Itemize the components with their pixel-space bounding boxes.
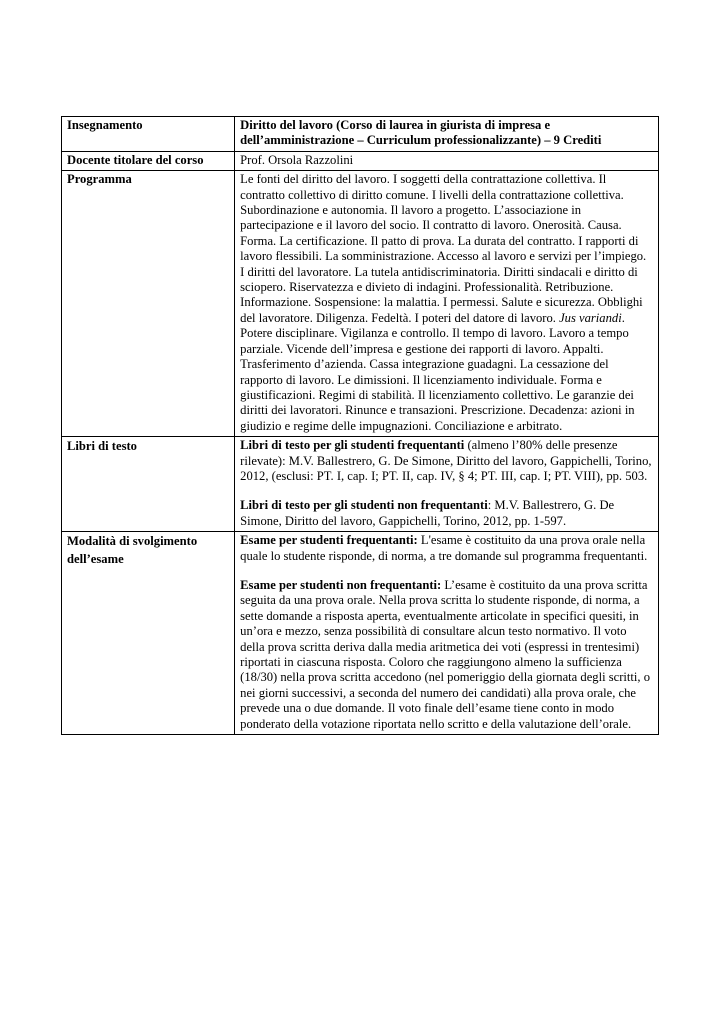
esame-non-frequentanti-heading: Esame per studenti non frequentanti: [240,577,442,592]
libri-non-frequentanti [240,498,653,529]
libri-frequentanti [240,438,653,484]
paragraph-gap [240,484,653,498]
course-title: Diritto del lavoro (Corso di laurea in giurista di impresa e dell’amministrazione – Curriculum professionalizzante) – 9 Crediti [235,117,659,152]
programma-text [235,171,659,437]
esame-frequentanti-text: L'esame è costituito da una prova orale nella quale lo studente risponde, di norma, a tre domande sul programma frequentanti. [240,533,648,563]
libri-text [235,437,659,532]
libri-frequentanti-heading: Libri di testo per gli studenti frequentanti [240,438,465,453]
programma-italic: Jus variandi [559,310,622,325]
esame-frequentanti [240,533,653,564]
esame-non-frequentanti-text: L’esame è costituito da una prova scritta seguita da una prova orale. Nella prova scritta lo studente risponde, di norma, a sette domande a risposta aperta, eventualmente articolate in specifici quesiti, in un’ora e mezzo, senza possibilità di consultare alcun testo normativo. Il voto della prova scritta deriva dalla media aritmetica dei voti (espressi in trentesimi) riportati in ciascuna risposta. Coloro che raggiungono almeno la sufficienza (18/30) nella prova scritta accedono (nel pomeriggio della giornata degli scritti, o nei giorni successivi, a seconda del numero dei candidati) alla prova orale, che prevede una o due domande. Il voto finale dell’esame tiene conto in modo ponderato della votazione riportata nello scritto e della valutazione dell’orale. [240,577,651,731]
libri-non-frequentanti-heading: Libri di testo per gli studenti non frequentanti [240,498,488,513]
row-libri [62,437,659,532]
row-insegnamento [62,117,659,152]
label-esame: Modalità di svolgimento dell’esame [62,532,235,735]
libri-non-frequentanti-text: : M.V. Ballestrero, G. De Simone, Diritto del lavoro, Gappichelli, Torino, 2012, pp. 1-597. [240,498,615,528]
course-info-table [61,116,659,735]
label-insegnamento: Insegnamento [62,117,235,152]
docente-name: Prof. Orsola Razzolini [235,151,659,170]
row-programma [62,171,659,437]
paragraph-gap [240,564,653,578]
label-libri: Libri di testo [62,437,235,532]
programma-text-part2: . Potere disciplinare. Vigilanza e controllo. Il tempo di lavoro. Lavoro a tempo parziale. Vicende dell’impresa e gestione dei rapporti di lavoro. Appalti. Trasferimento d’azienda. Cassa integrazione guadagni. La cessazione del rapporto di lavoro. Le dimissioni. Il licenziamento individuale. Forma e giustificazioni. Regimi di stabilità. Il licenziamento collettivo. Le garanzie dei diritti dei lavoratori. Rinunce e transazioni. Prescrizione. Decadenza: azioni in giudizio e regime delle impugnazioni. Conciliazione e arbitrato. [240,310,635,433]
programma-text-part1: Le fonti del diritto del lavoro. I soggetti della contrattazione collettiva. Il contratto collettivo di diritto comune. I livelli della contrattazione collettiva. Subordinazione e autonomia. Il lavoro a progetto. L’associazione in partecipazione e il lavoro del socio. Il contratto di lavoro. Onerosità. Causa. Forma. La certificazione. Il patto di prova. La durata del contratto. I rapporti di lavoro flessibili. La somministrazione. Accesso al lavoro e servizi per l’impiego. I diritti del lavoratore. La tutela antidiscriminatoria. Diritti sindacali e diritto di sciopero. Riservatezza e divieto di indagini. Professionalità. Retribuzione. Informazione. Sospensione: la malattia. I permessi. Salute e sicurezza. Obblighi del lavoratore. Diligenza. Fedeltà. I poteri del datore di lavoro. [240,172,647,325]
esame-frequentanti-heading: Esame per studenti frequentanti: [240,533,418,548]
esame-non-frequentanti [240,578,653,732]
row-docente [62,151,659,170]
libri-frequentanti-text: (almeno l’80% delle presenze rilevate): M.V. Ballestrero, G. De Simone, Diritto del lavoro, Gappichelli, Torino, 2012, (esclusi: PT. I, cap. I; PT. II, cap. IV, § 4; PT. III, cap. I; PT. VIII), pp. 503. [240,438,652,483]
esame-text [235,532,659,735]
row-esame [62,532,659,735]
label-docente: Docente titolare del corso [62,151,235,170]
label-programma: Programma [62,171,235,437]
